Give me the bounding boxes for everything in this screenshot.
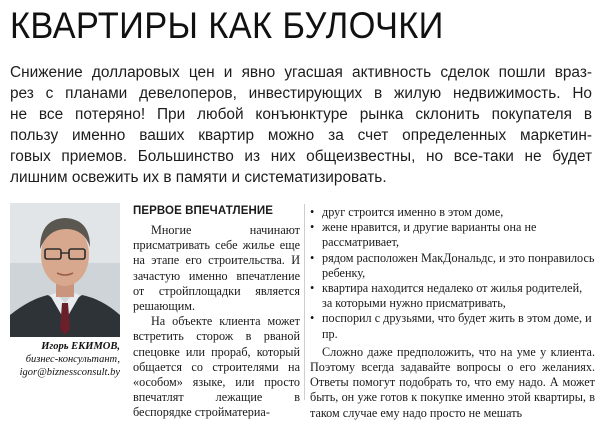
- list-item: • жене нравится, и другие варианты она не рассматривает,: [310, 220, 595, 250]
- author-name: Игорь ЕКИМОВ,: [41, 341, 120, 352]
- reasons-list: [310, 205, 595, 342]
- lead-line: не все потеряно! При любой конъюнктуре рынка склонить покупателя в: [10, 106, 592, 123]
- author-caption: [12, 340, 120, 379]
- body-paragraph: На объекте клиента может встретить сторож в рваной спецовке или прораб, который общается со строителями на «особом» языке, или просто впечатлят лежащие в беспорядке стройматериа-: [133, 314, 300, 420]
- list-item: • поспорил с друзьями, что будет жить в этом доме, и пр.: [310, 311, 595, 341]
- author-email[interactable]: igor@biznessconsult.by: [19, 367, 120, 378]
- author-photo: [10, 203, 120, 337]
- lead-paragraph: [10, 62, 592, 188]
- list-item: • рядом расположен МакДональдс, и это понравилось ребенку,: [310, 251, 595, 281]
- headline: КВАРТИРЫ КАК БУЛОЧКИ: [10, 5, 444, 46]
- middle-column: [133, 204, 300, 421]
- lead-line: говых приемов. Большинство из них общеизвестны, но все-таки не будет: [10, 148, 592, 165]
- right-column: [310, 205, 595, 421]
- lead-line: лишним освежить их в памяти и систематизировать.: [10, 169, 387, 186]
- author-portrait-icon: [10, 203, 120, 337]
- lead-line: пользу именно ваших квартир можно за счет определенных маркетин-: [10, 127, 592, 144]
- lead-line: рез с планами девелоперов, инвестирующих в жилую недвижимость. Но: [10, 85, 592, 102]
- lead-line: Снижение долларовых цен и явно угасшая активность сделок пошли враз-: [10, 64, 592, 81]
- body-paragraph: Сложно даже предположить, что на уме у клиента. Поэтому всегда задавайте вопросы о его желаниях. Ответы помогут подобрать то, что ему надо. А может быть, он уже готов к покупке именно этой квартиры, в таком случае ему надо просто не мешать: [310, 344, 595, 420]
- list-item: • квартира находится недалеко от жилья родителей, за которыми нужно присматривать,: [310, 281, 595, 311]
- section-title: ПЕРВОЕ ВПЕЧАТЛЕНИЕ: [133, 205, 274, 217]
- middle-column-body: [133, 223, 300, 421]
- list-item: • друг строится именно в этом доме,: [310, 205, 595, 220]
- column-divider: [304, 204, 305, 400]
- author-role: бизнес-консультант,: [25, 354, 120, 365]
- body-paragraph: Многие начинают присматривать себе жилье еще на этапе его строительства. И зачастую именно впечатление от стройплощадки является решающим.: [133, 223, 300, 314]
